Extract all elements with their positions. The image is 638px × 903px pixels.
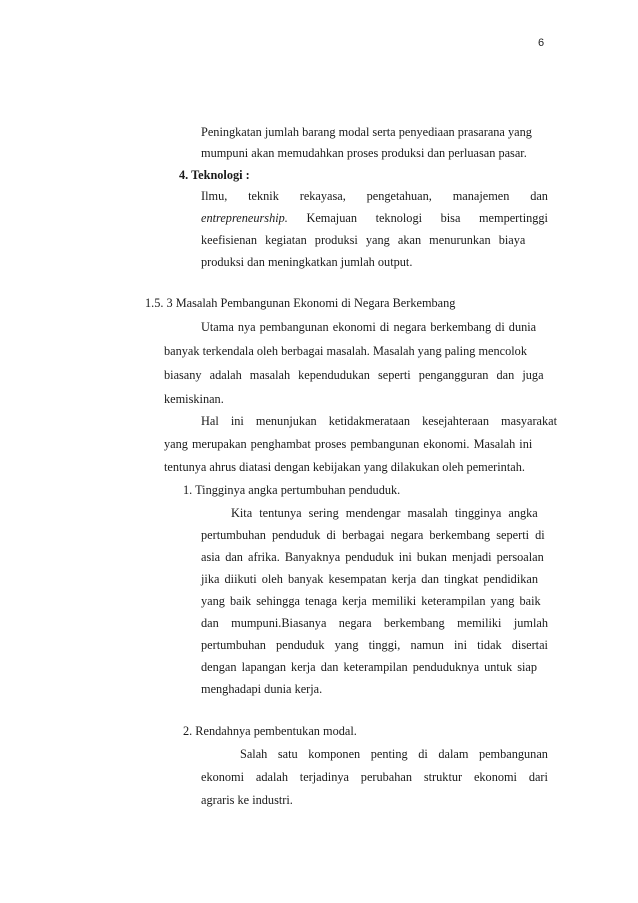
word: entrepreneurship. (201, 211, 288, 225)
intro-line: mumpuni akan memudahkan proses produksi dan perluasan pasar. (201, 146, 527, 160)
word: penting (370, 747, 408, 761)
word: penduduk (275, 638, 325, 652)
item1-heading: 1. Tingginya angka pertumbuhan penduduk. (183, 483, 401, 497)
word: ekonomi (473, 770, 517, 784)
item2-heading: 2. Rendahnya pembentukan modal. (183, 724, 357, 738)
para-line: Utama nya pembangunan ekonomi di negara berkembang di dunia (201, 320, 537, 334)
word: berkembang (383, 616, 445, 630)
word: pengetahuan, (366, 189, 432, 203)
word: terjadinya (299, 770, 349, 784)
word: jumlah (513, 616, 548, 630)
word: namun (410, 638, 444, 652)
word: dan (530, 189, 548, 203)
word: adalah (255, 770, 288, 784)
para-line: Hal ini menunjukan ketidakmerataan kesejahteraan masyarakat (201, 414, 558, 428)
word: tinggi, (368, 638, 401, 652)
item1-line: menghadapi dunia kerja. (201, 682, 323, 696)
section-heading: 1.5. 3 Masalah Pembangunan Ekonomi di Negara Berkembang (145, 296, 456, 310)
item4-line-4: produksi dan meningkatkan jumlah output. (201, 255, 413, 269)
item1-line: dengan lapangan kerja dan keterampilan penduduknya untuk siap (201, 660, 538, 674)
word: ekonomi (201, 770, 245, 784)
word: memiliki (457, 616, 502, 630)
item2-line: agraris ke industri. (201, 793, 293, 807)
item1-line (201, 637, 548, 653)
word: rekayasa, (299, 189, 346, 203)
item1-line: Kita tentunya sering mendengar masalah tingginya angka (231, 506, 538, 520)
item4-line-1 (201, 188, 548, 204)
word: mempertinggi (478, 211, 548, 225)
word: dalam (438, 747, 469, 761)
item1-line: pertumbuhan penduduk di berbagai negara berkembang seperti di (201, 528, 545, 542)
word: negara (338, 616, 372, 630)
word: Ilmu, (201, 189, 228, 203)
word: satu (277, 747, 298, 761)
item1-line: asia dan afrika. Banyaknya penduduk ini bukan menjadi persoalan (201, 550, 544, 564)
word: teknik (248, 189, 279, 203)
word: struktur (423, 770, 463, 784)
item1-line: jika diikuti oleh banyak kesempatan kerja dan tingkat pendidikan (201, 572, 538, 586)
item4-line-3: keefisienan kegiatan produksi yang akan menurunkan biaya (201, 233, 526, 247)
word: pertumbuhan (201, 638, 266, 652)
word: disertai (511, 638, 548, 652)
word: Kemajuan (306, 211, 357, 225)
word: tidak (477, 638, 502, 652)
word: yang (334, 638, 359, 652)
item4-heading: 4. Teknologi : (179, 168, 250, 182)
item2-line (240, 746, 548, 762)
item1-line (201, 615, 548, 631)
para-line: yang merupakan penghambat proses pembangunan ekonomi. Masalah ini (164, 437, 533, 451)
intro-line: Peningkatan jumlah barang modal serta penyediaan prasarana yang (201, 125, 532, 139)
word: dan (201, 616, 219, 630)
word: komponen (308, 747, 361, 761)
word: Salah (240, 747, 268, 761)
word: manajemen (452, 189, 510, 203)
para-line: banyak terkendala oleh berbagai masalah. Masalah yang paling mencolok (164, 344, 527, 358)
item2-line (201, 769, 548, 785)
para-line: kemiskinan. (164, 392, 224, 406)
word: ini (454, 638, 467, 652)
item1-line: yang baik sehingga tenaga kerja memiliki keterampilan yang baik (201, 594, 541, 608)
word: bisa (440, 211, 461, 225)
para-line: tentunya ahrus diatasi dengan kebijakan yang dilakukan oleh pemerintah. (164, 460, 525, 474)
item4-line-2 (201, 210, 548, 226)
para-line: biasany adalah masalah kependudukan seperti pengangguran dan juga (164, 368, 544, 382)
word: mumpuni.Biasanya (231, 616, 327, 630)
word: teknologi (375, 211, 423, 225)
word: dari (528, 770, 548, 784)
word: pembangunan (478, 747, 548, 761)
page-number: 6 (538, 37, 545, 49)
word: perubahan (360, 770, 413, 784)
word: di (418, 747, 428, 761)
